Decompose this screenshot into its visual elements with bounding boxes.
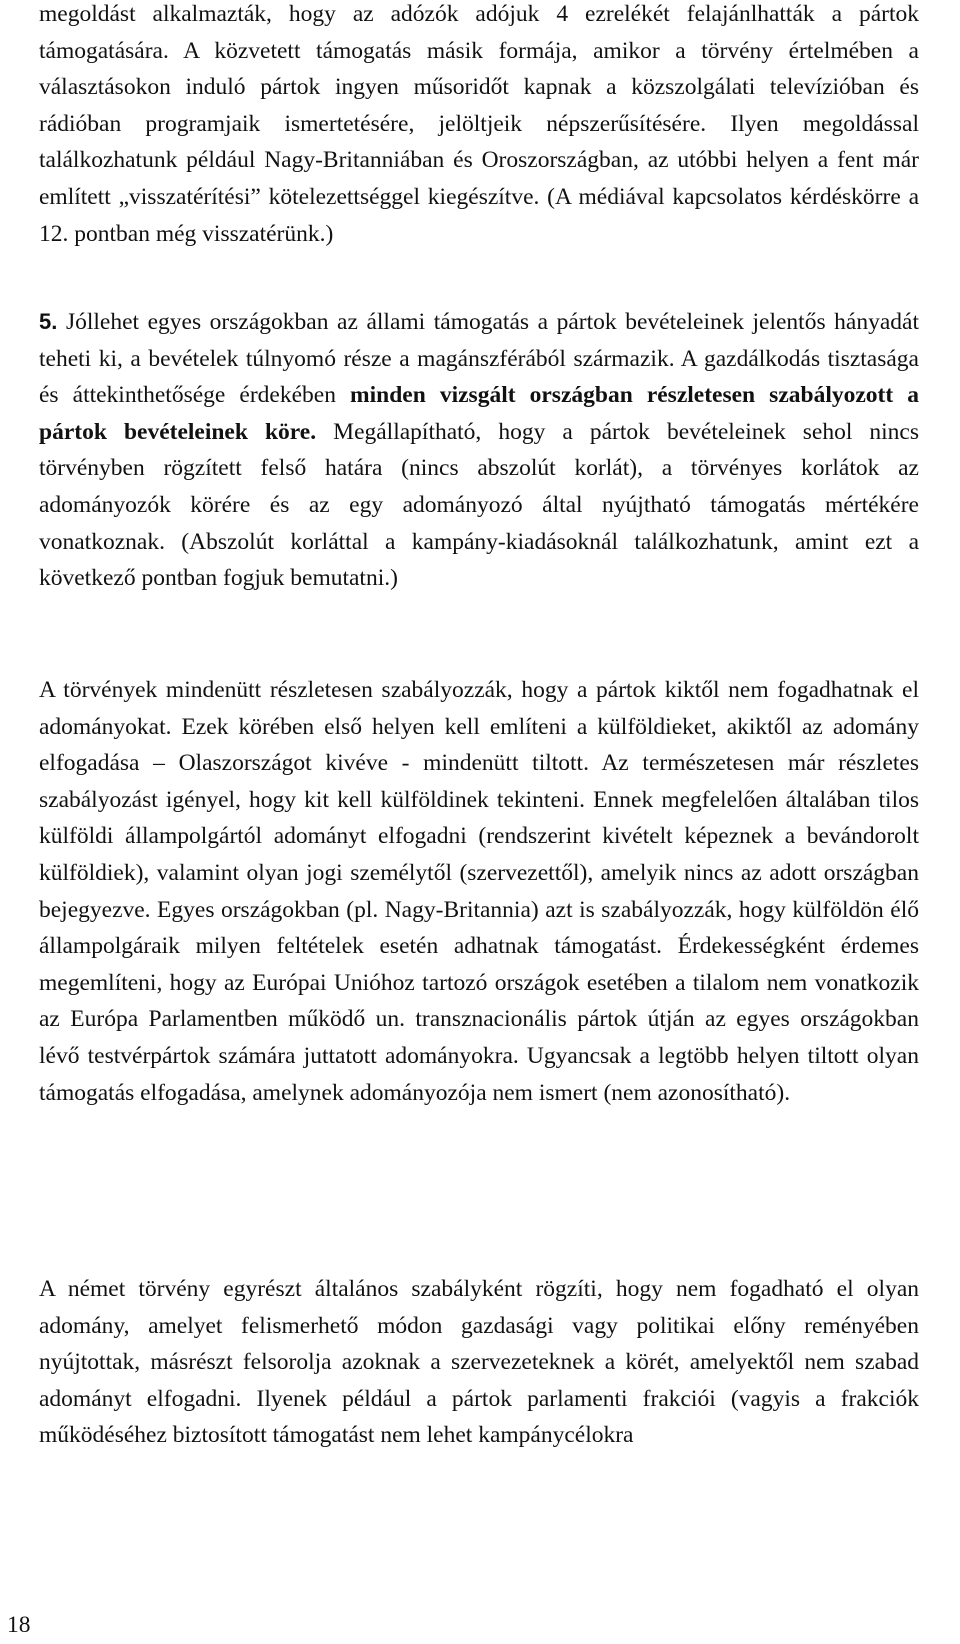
page-number: 18 (7, 1612, 31, 1638)
paragraph-foreign-donations: A törvények mindenütt részletesen szabályozzák, hogy a pártok kiktől nem fogadhatnak el adományokat. Ezek körében első helyen kell említeni a külföldieket, akiktől az adomány elfogadása – Olaszországot kivéve - mindenütt tiltott. Az természetesen már részletes szabályozást igényel, hogy kit kell külföldinek tekinteni. Ennek megfelelően általában tilos külföldi állampolgártól adományt elfogadni (rendszerint kivételt képeznek a bevándorolt külföldiek), valamint olyan jogi személytől (szervezettől), amelyik nincs az adott országban bejegyezve. Egyes országokban (pl. Nagy-Britannia) azt is szabályozzák, hogy külföldön élő állampolgáraik milyen feltételek esetén adhatnak támogatást. Érdekességként érdemes megemlíteni, hogy az Európai Unióhoz tartozó országok esetében a tilalom nem vonatkozik az Európa Parlamentben működő un. transznacionális pártok útján az egyes országokban lévő testvérpártok számára juttatott adományokra. Ugyancsak a legtöbb helyen tiltott olyan támogatás elfogadása, amelynek adományozója nem ismert (nem azonosítható). (39, 677, 919, 1106)
item-text-before: Jóllehet egyes országokban az állami támogatás a pártok bevételeinek jelentős hányadát teheti ki, a bevételek túlnyomó része a magánszférából származik. A gazdálkodás tisztasága és áttekinthetősége érdekében (39, 309, 920, 409)
item-text-after: Megállapítható, hogy a pártok bevételeinek sehol nincs törvényben rögzített felső határa (nincs abszolút korlát), a törvényes korlátok az adományozók körére és az egy adományozó által nyújtható támogatás mértékére vonatkoznak. (Abszolút korláttal a kampány-kiadásoknál találkozhatunk, amint ezt a következő pontban fogjuk bemutatni.) (39, 418, 919, 592)
numbered-item-5 (39, 304, 919, 597)
item-number: 5. (39, 309, 58, 334)
paragraph-media-support: megoldást alkalmazták, hogy az adózók adójuk 4 ezrelékét felajánlhatták a pártok támogatására. A közvetett támogatás másik formája, amikor a törvény értelmében a választásokon induló pártok ingyen műsoridőt kapnak a közszolgálati televízióban és rádióban programjaik ismertetésére, jelöltjeik népszerűsítésére. Ilyen megoldással találkozhatunk például Nagy-Britanniában és Oroszországban, az utóbbi helyen a fent már említett „visszatérítési” kötelezettséggel kiegészítve. (A médiával kapcsolatos kérdéskörre a 12. pontban még visszatérünk.) (39, 1, 919, 247)
paragraph-german-law: A német törvény egyrészt általános szabályként rögzíti, hogy nem fogadható el olyan adomány, amelyet felismerhető módon gazdasági vagy politikai előny reményében nyújtottak, másrészt felsorolja azoknak a szervezeteknek a körét, amelyektől nem szabad adományt elfogadni. Ilyenek például a pártok parlamenti frakciói (vagyis a frakciók működéséhez biztosított támogatást nem lehet kampánycélokra (39, 1276, 919, 1449)
item-bold-statement: minden vizsgált országban részletesen szabályozott a pártok bevételeinek köre. (39, 382, 920, 445)
